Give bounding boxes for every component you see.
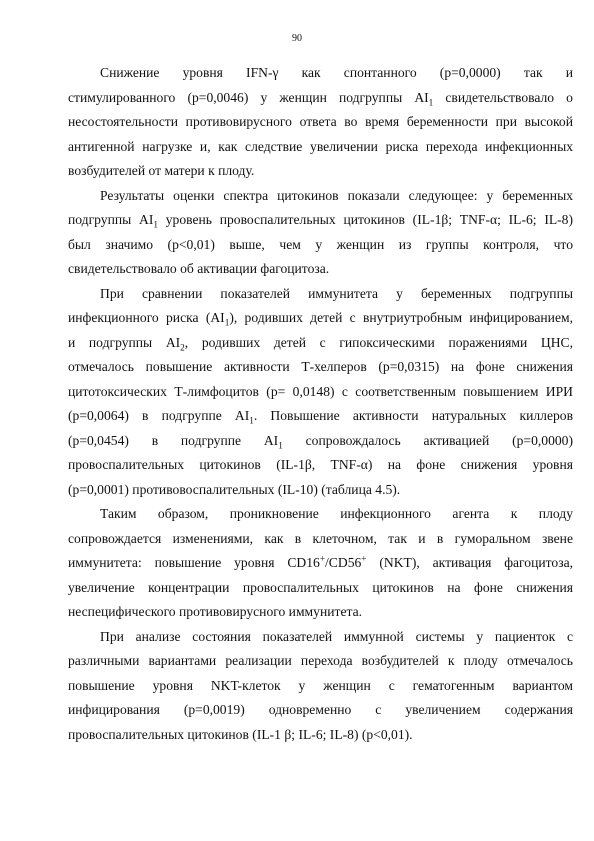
text-line: иммунитета: повышение уровня CD16+/CD56+ (NKT), активация фагоцитоза, [68,553,574,570]
text-line: различными вариантами реализации перехода возбудителей к плоду отмечалось [68,653,573,668]
text-line: инфицирования (р=0,0019) одновременно с увеличением содержания [68,702,573,717]
paragraph [68,184,573,282]
text-line: Таким образом, проникновение инфекционного агента к плоду [100,506,573,521]
text-line: При анализе состояния показателей иммунной системы у пациенток с [100,628,573,644]
text-line: Снижение уровня IFN-γ как спонтанного (р=0,0000) так и [100,65,573,80]
text-line: подгруппы $AI_1$ уровень провоспалительных цитокинов (IL-1β; TNF-α; IL-6; IL-8) [68,212,573,230]
text-line: При сравнении показателей иммунитета у беременных подгруппы [100,285,573,301]
text-line: повышение уровня NKT-клеток у женщин с гематогенным вариантом [68,677,573,693]
text-line: свидетельствовало об активации фагоцитоза. [68,261,330,276]
text-line: (р=0,0001) противовоспалительных (IL-10) (таблица 4.5). [68,481,401,497]
text-line: (р=0,0064) в подгруппе $AI_1$. Повышение активности натуральных киллеров [68,408,574,426]
text-line: неспецифического противовирусного иммунитета. [68,604,363,619]
page-number: 90 [292,33,302,44]
text-line: сопровождается изменениями, как в клеточном, так и в гуморальном звене [68,530,573,546]
paragraph [68,625,573,748]
text-line: несостоятельности противовирусного ответа во время беременности при высокой [68,114,573,129]
text-line: возбудителей от матери к плоду. [68,163,255,178]
paragraph [68,61,573,184]
text-line: Результаты оценки спектра цитокинов показали следующее: у беременных [100,187,573,203]
text-line: цитотоксических Т-лимфоцитов (р= 0,0148) с соответственным повышением ИРИ [68,383,573,399]
text-line: антигенной нагрузке и, как следствие увеличении риска перехода инфекционных [68,138,573,154]
paragraph [68,502,573,625]
paragraph [68,282,573,503]
text-line: стимулированного (р=0,0046) у женщин подгруппы $AI_1$ свидетельствовало о [68,89,573,108]
text-line: и подгруппы $AI_2$, родивших детей с гипоксическими поражениями ЦНС, [68,334,574,353]
text-line: провоспалительных цитокинов (IL-1β, TNF-α) на фоне снижения уровня [68,457,573,472]
document-body [68,61,573,747]
text-line: был значимо (р<0,01) выше, чем у женщин из группы контроля, что [68,236,573,252]
text-line: провоспалительных цитокинов (IL-1 β; IL-6; IL-8) (р<0,01). [68,726,413,742]
text-line: увеличение концентрации провоспалительных цитокинов на фоне снижения [68,579,573,595]
text-line: отмечалось повышение активности Т-хелперов (р=0,0315) на фоне снижения [68,359,573,374]
text-line: инфекционного риска $(AI_1)$, родивших детей с внутриутробным инфицированием, [68,310,573,328]
text-line: (р=0,0454) в подгруппе $AI_1$ сопровождалось активацией (р=0,0000) [68,432,573,451]
